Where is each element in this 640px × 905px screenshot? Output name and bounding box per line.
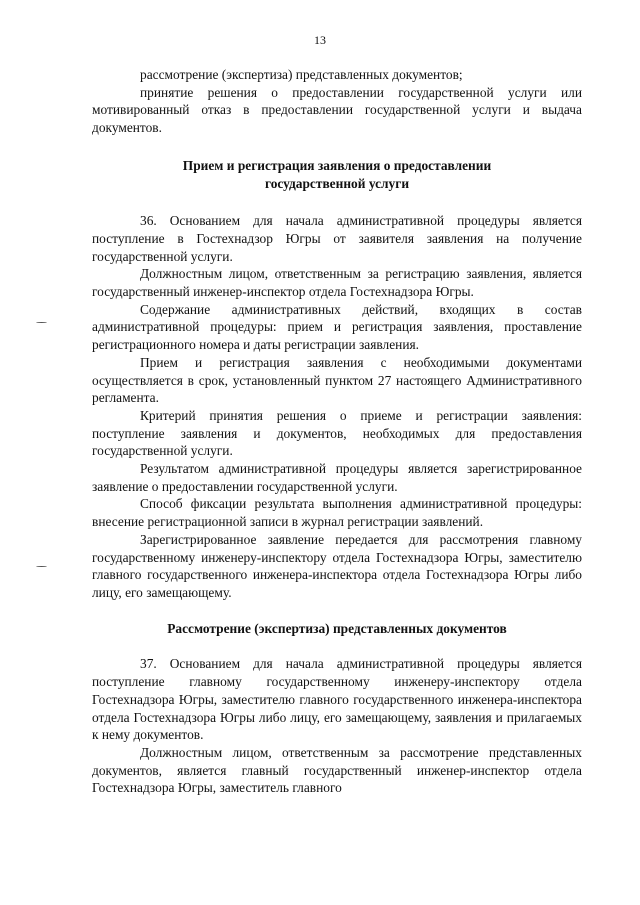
- section-heading: Прием и регистрация заявления о предоставлении: [182, 157, 492, 173]
- paragraph: 37. Основанием для начала административной процедуры является поступление главному государственному инженеру-инспектору отдела Гостехнадзора Югры, заместителю главного государственного инженера-инспектора отдела Гостехнадзора Югры либо лицу, его замещающему, заявления и прилагаемых к нему документов.: [92, 656, 582, 743]
- intro-line: рассмотрение (экспертиза) представленных документов;: [140, 67, 463, 82]
- paragraph: 36. Основанием для начала административной процедуры является поступление в Гостехнадзор Югры от заявителя заявления на получение государственной услуги.: [92, 213, 582, 264]
- paragraph: Прием и регистрация заявления с необходимыми документами осуществляется в срок, установленный пунктом 27 настоящего Административного регламента.: [92, 354, 582, 406]
- paragraph: Должностным лицом, ответственным за регистрацию заявления, является государственный инженер-инспектор отдела Гостехнадзора Югры.: [92, 266, 582, 300]
- paragraph: Должностным лицом, ответственным за рассмотрение представленных документов, является главный государственный инженер-инспектор отдела Гостехнадзора Югры, заместитель главного: [92, 744, 582, 796]
- paragraph: Зарегистрированное заявление передается для рассмотрения главному государственному инженеру-инспектору отдела Гостехнадзора Югры, заместителю главного государственного инженера-инспектора отдела Гостехнадзора Югры либо лицу, его замещающему.: [92, 531, 582, 600]
- paragraph: Критерий принятия решения о приеме и регистрации заявления: поступление заявления и документов, необходимых для предоставления государственной услуги.: [92, 407, 582, 459]
- page-number: 13: [314, 33, 326, 47]
- document-body: [92, 66, 582, 797]
- intro-line: принятие решения о предоставлении государственной услуги или мотивированный отказ в предоставлении государственной услуги и выдача документов.: [92, 84, 582, 136]
- paragraph: Способ фиксации результата выполнения административной процедуры: внесение регистрационной записи в журнал регистрации заявлений.: [92, 496, 582, 530]
- paragraph: Результатом административной процедуры является зарегистрированное заявление о предоставлении государственной услуги.: [92, 461, 582, 494]
- margin-mark: [36, 566, 47, 568]
- margin-mark: [36, 322, 47, 324]
- section-heading: государственной услуги: [264, 175, 410, 191]
- paragraph: Содержание административных действий, входящих в состав административной процедуры: прием и регистрация заявления, проставление регистрационного номера и даты регистрации заявления.: [92, 301, 582, 353]
- section-heading: Рассмотрение (экспертиза) представленных документов: [167, 620, 507, 636]
